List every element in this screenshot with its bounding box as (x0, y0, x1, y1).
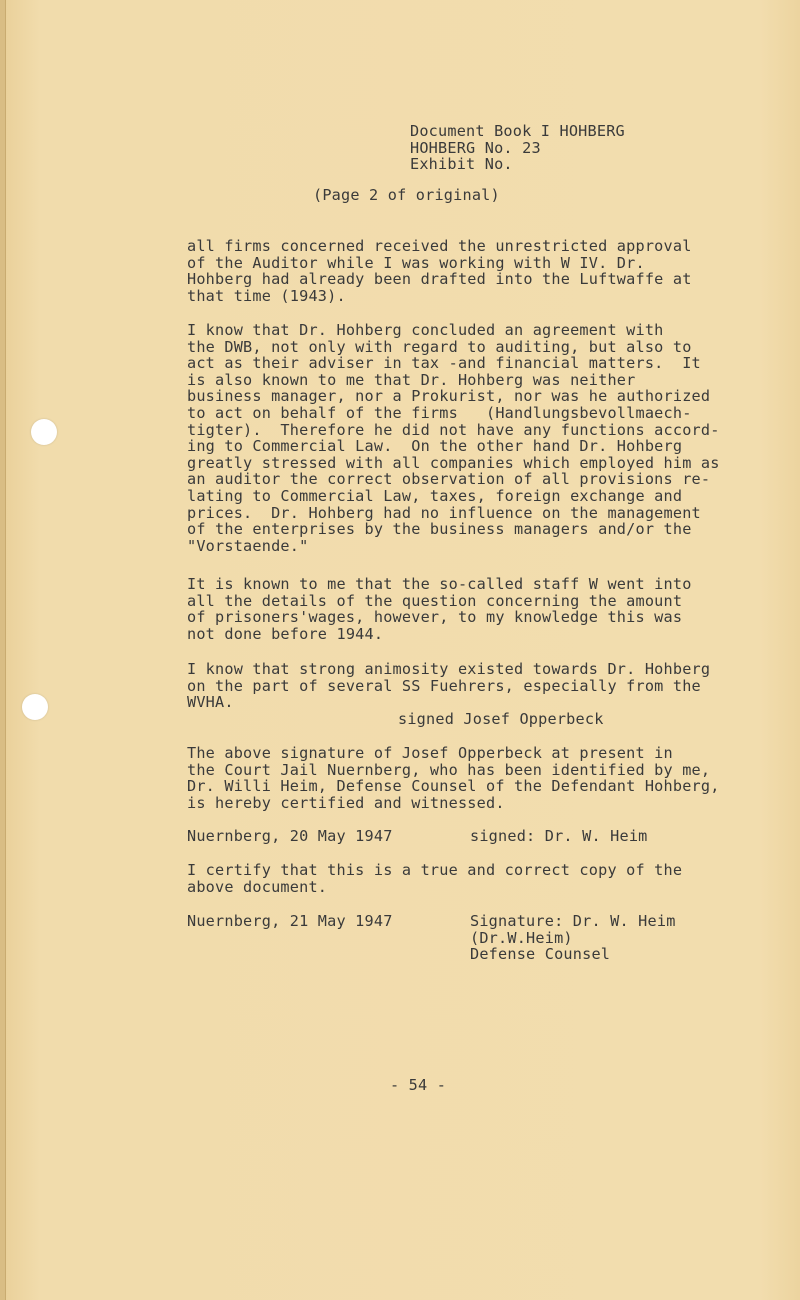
text-line: not done before 1944. (187, 624, 384, 643)
text-line: The above signature of Josef Opperbeck at present in (187, 744, 673, 762)
page-number: - 54 - (390, 1076, 447, 1094)
text-line: tigter). Therefore he did not have any functions accord- (187, 420, 720, 439)
page-note: (Page 2 of original) (313, 186, 500, 204)
text-line: I certify that this is a true and correct copy of the (187, 861, 683, 879)
punch-hole-top (31, 419, 57, 445)
text-line: business manager, nor a Prokurist, nor was he authorized (187, 387, 711, 406)
page-left-edge (0, 0, 6, 1300)
text-line: all firms concerned received the unrestricted approval (187, 237, 692, 255)
signature-line: Signature: Dr. W. Heim (470, 912, 676, 930)
date-line-1: Nuernberg, 20 May 1947 (187, 827, 393, 845)
copy-statement (187, 862, 682, 895)
text-line: It is known to me that the so-called staff W went into (187, 575, 692, 593)
header-line-2: HOHBERG No. 23 (410, 138, 541, 157)
signed-opperbeck: signed Josef Opperbeck (398, 710, 604, 728)
document-header (410, 123, 625, 173)
signature-name: (Dr.W.Heim) (470, 928, 573, 947)
text-line: Dr. Willi Heim, Defense Counsel of the Defendant Hohberg, (187, 777, 720, 796)
text-line: of the enterprises by the business managers and/or the (187, 520, 692, 539)
text-line: I know that Dr. Hohberg concluded an agreement with (187, 321, 664, 339)
text-line: Hohberg had already been drafted into the Luftwaffe at (187, 270, 692, 289)
paragraph-1 (187, 238, 692, 304)
text-line: of prisoners'wages, however, to my knowledge this was (187, 608, 683, 627)
text-line: the DWB, not only with regard to auditing, but also to (187, 337, 692, 356)
paragraph-3 (187, 576, 692, 642)
punch-hole-bottom (22, 694, 48, 720)
date-line-2: Nuernberg, 21 May 1947 (187, 912, 393, 930)
text-line: an auditor the correct observation of all provisions re- (187, 470, 711, 489)
text-line: that time (1943). (187, 286, 346, 305)
text-line: all the details of the question concerning the amount (187, 591, 683, 610)
text-line: is hereby certified and witnessed. (187, 793, 505, 812)
text-line: WVHA. (187, 693, 234, 712)
text-line: lating to Commercial Law, taxes, foreign exchange and (187, 486, 683, 505)
text-line: greatly stressed with all companies which employed him as (187, 453, 720, 472)
signature-title: Defense Counsel (470, 945, 611, 964)
paragraph-2 (187, 322, 720, 554)
signature-block (470, 913, 676, 963)
header-line-3: Exhibit No. (410, 155, 513, 174)
text-line: act as their adviser in tax -and financial matters. It (187, 354, 701, 373)
text-line: is also known to me that Dr. Hohberg was neither (187, 370, 636, 389)
text-line: to act on behalf of the firms (Handlungsbevollmaech- (187, 403, 692, 422)
certification-paragraph (187, 745, 720, 811)
text-line: above document. (187, 877, 328, 896)
text-line: ing to Commercial Law. On the other hand Dr. Hohberg (187, 437, 683, 456)
signed-heim: signed: Dr. W. Heim (470, 827, 648, 845)
text-line: of the Auditor while I was working with W IV. Dr. (187, 253, 645, 272)
text-line: "Vorstaende." (187, 536, 309, 555)
text-line: prices. Dr. Hohberg had no influence on the management (187, 503, 701, 522)
header-line-1: Document Book I HOHBERG (410, 122, 625, 140)
text-line: on the part of several SS Fuehrers, especially from the (187, 676, 701, 695)
text-line: the Court Jail Nuernberg, who has been identified by me, (187, 760, 711, 779)
paragraph-4 (187, 661, 710, 711)
text-line: I know that strong animosity existed towards Dr. Hohberg (187, 660, 711, 678)
